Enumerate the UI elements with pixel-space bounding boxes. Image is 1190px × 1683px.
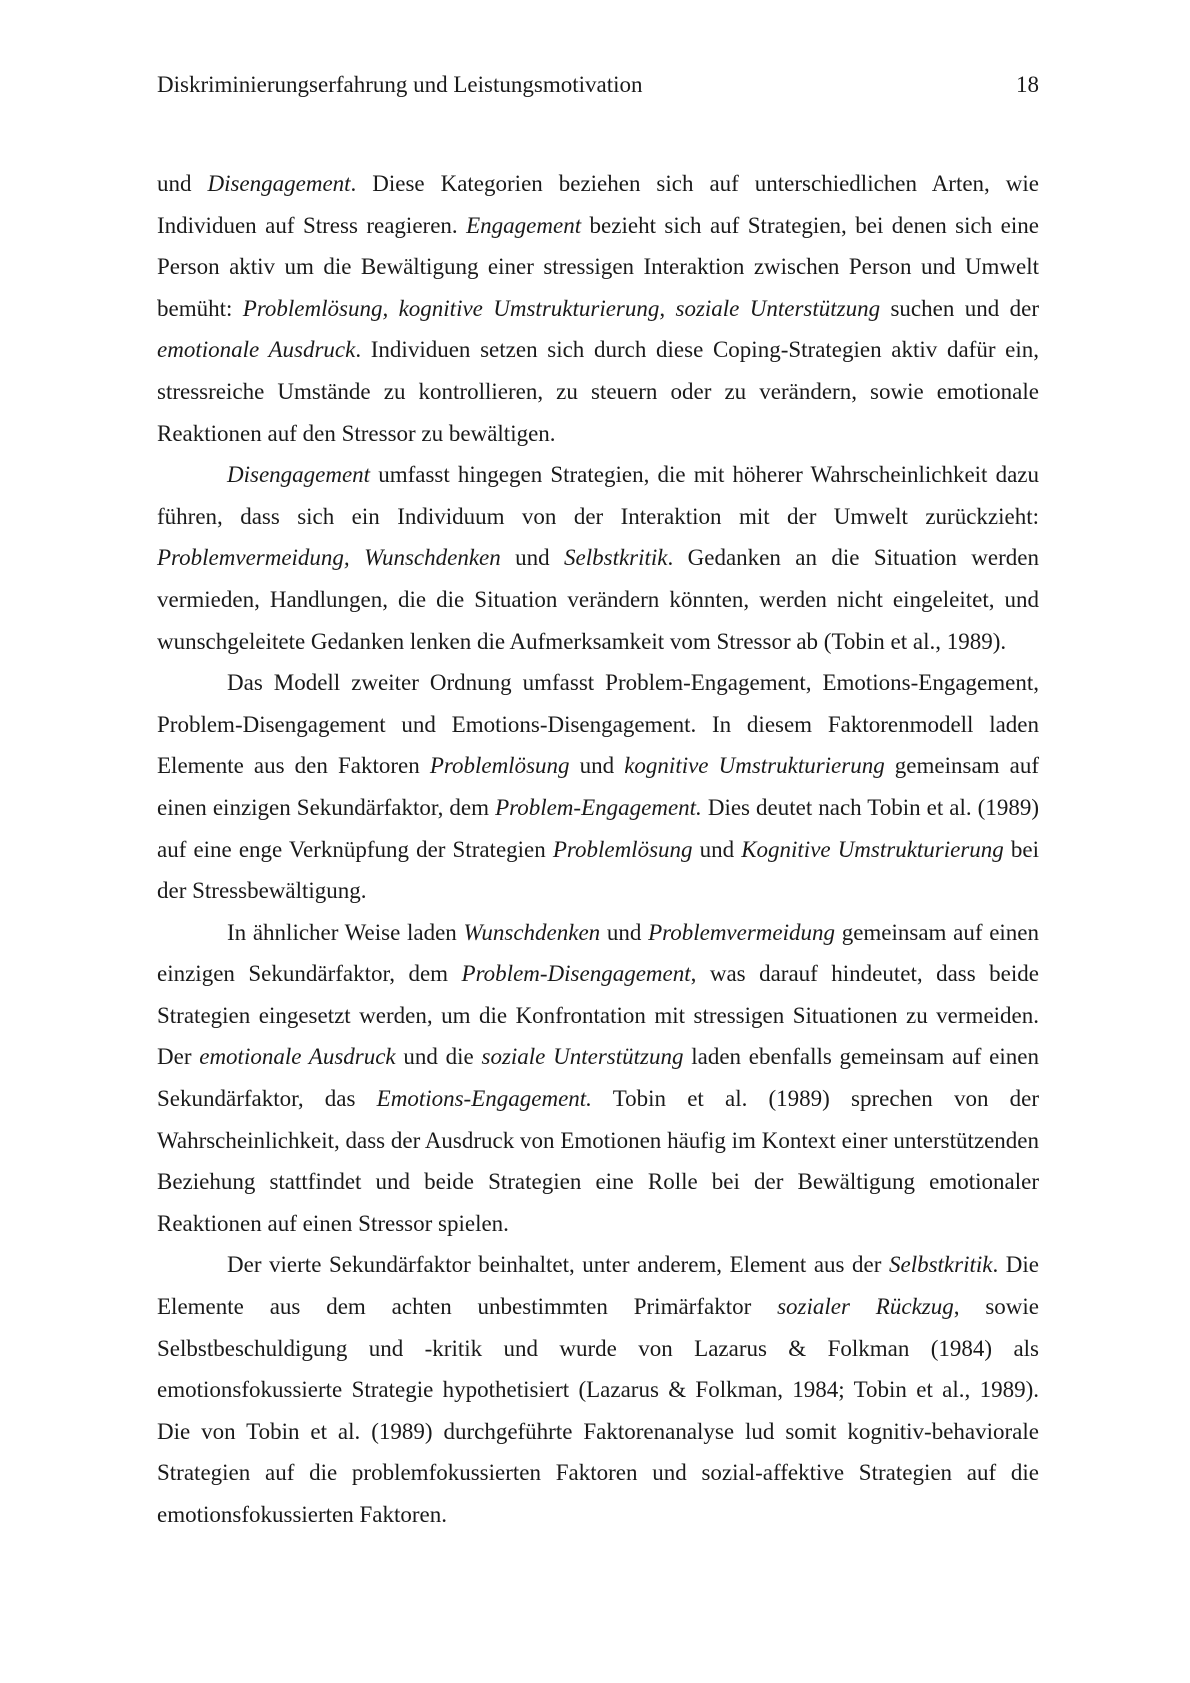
italic-term: sozialer Rückzug xyxy=(777,1294,954,1320)
italic-term: kognitive Umstrukturierung xyxy=(624,753,885,779)
paragraph-4 xyxy=(157,912,1039,1245)
text-run: und xyxy=(600,919,649,945)
italic-term: emotionale Ausdruck xyxy=(199,1044,396,1070)
text-run: , was darauf hindeutet, dass beide Strategien eingesetzt werden, um die Konfrontation mit stressigen Situationen zu vermeiden. Der xyxy=(157,961,1039,1070)
page-number: 18 xyxy=(1016,72,1039,97)
text-run: bei der Stressbewältigung. xyxy=(157,836,1039,904)
italic-term: Problemvermeidung, Wunschdenken xyxy=(157,545,501,571)
text-run: . Die Elemente aus dem achten unbestimmten Primärfaktor xyxy=(157,1252,1039,1320)
italic-term: Emotions-Engagement. xyxy=(376,1086,592,1112)
text-run: Das Modell zweiter Ordnung umfasst Problem-Engagement, Emotions-Engagement, Problem-Disengagement und Emotions-Disengagement. In diesem Faktorenmodell laden Elemente aus den Faktoren xyxy=(157,670,1039,779)
italic-term: Wunschdenken xyxy=(463,919,601,945)
italic-term: Disengagement xyxy=(227,462,371,488)
text-run: und xyxy=(692,836,742,862)
body-text xyxy=(157,163,1039,1536)
italic-term: Selbstkritik xyxy=(888,1252,993,1278)
italic-term: Disengagement xyxy=(207,171,351,196)
italic-term: Problemlösung, kognitive Umstrukturierung, soziale Unterstützung xyxy=(242,295,881,321)
italic-term: Engagement xyxy=(466,212,582,238)
paragraph-5 xyxy=(157,1244,1039,1535)
text-run: . Gedanken an die Situation werden vermieden, Handlungen, die die Situation verändern könnten, werden nicht eingeleitet, und wunschgeleitete Gedanken lenken die Aufmerksamkeit vom Stressor ab (Tobin et al., 1989). xyxy=(157,545,1039,654)
italic-term: Selbstkritik xyxy=(564,545,668,571)
text-run: und die xyxy=(395,1044,482,1070)
text-run: . Individuen setzen sich durch diese Coping-Strategien aktiv dafür ein, stressreiche Umstände zu kontrollieren, zu steuern oder zu verändern, sowie emotionale Reaktionen auf den Stressor zu bewältigen. xyxy=(157,337,1040,446)
italic-term: soziale Unterstützung xyxy=(481,1044,684,1070)
running-title: Diskriminierungserfahrung und Leistungsmotivation xyxy=(157,72,643,97)
text-run: Der vierte Sekundärfaktor beinhaltet, unter anderem, Element aus der xyxy=(227,1252,889,1278)
paragraph-2 xyxy=(157,454,1039,662)
italic-term: emotionale Ausdruck xyxy=(157,337,356,363)
paragraph-3 xyxy=(157,662,1039,912)
text-run: In ähnlicher Weise laden xyxy=(227,919,464,945)
italic-term: Problem-Engagement. xyxy=(495,794,702,820)
text-run: und xyxy=(157,171,208,196)
italic-term: Problemlösung xyxy=(429,753,570,779)
italic-term: Problemlösung xyxy=(552,836,693,862)
text-run: Dies deutet nach Tobin et al. (1989) auf eine enge Verknüpfung der Strategien xyxy=(157,794,1039,862)
text-run: , sowie Selbstbeschuldigung und -kritik und wurde von Lazarus & Folkman (1984) als emotionsfokussierte Strategie hypothetisiert (Lazarus & Folkman, 1984; Tobin et al., 1989). Die von Tobin et al. (1989) durchgeführte Faktorenanalyse lud somit kognitiv-behaviorale Strategien auf die problemfokussierten Faktoren und sozial-affektive Strategien auf die emotionsfokussierten Faktoren. xyxy=(157,1294,1040,1527)
text-run: bezieht sich auf Strategien, bei denen sich eine Person aktiv um die Bewältigung einer stressigen Interaktion zwischen Person und Umwelt bemüht: xyxy=(157,212,1039,321)
text-run: suchen und der xyxy=(880,295,1039,321)
italic-term: Kognitive Umstrukturierung xyxy=(741,836,1004,862)
italic-term: Problemvermeidung xyxy=(648,919,836,945)
text-run: . Diese Kategorien beziehen sich auf unterschiedlichen Arten, wie Individuen auf Stress reagieren. xyxy=(157,171,1039,238)
paragraph-1 xyxy=(157,163,1039,454)
text-run: laden ebenfalls gemeinsam auf einen Sekundärfaktor, das xyxy=(157,1044,1039,1112)
italic-term: Problem-Disengagement xyxy=(461,961,691,987)
text-run: Tobin et al. (1989) sprechen von der Wahrscheinlichkeit, dass der Ausdruck von Emotionen häufig im Kontext einer unterstützenden Beziehung stattfindet und beide Strategien eine Rolle bei der Bewältigung emotionaler Reaktionen auf einen Stressor spielen. xyxy=(157,1086,1039,1236)
text-run: gemeinsam auf einen einzigen Sekundärfaktor, dem xyxy=(157,919,1040,987)
text-run: umfasst hingegen Strategien, die mit höherer Wahrscheinlichkeit dazu führen, dass sich ein Individuum von der Interaktion mit der Umwelt zurückzieht: xyxy=(157,462,1039,529)
text-run: gemeinsam auf einen einzigen Sekundärfaktor, dem xyxy=(157,753,1040,820)
text-run: und xyxy=(500,545,565,571)
text-run: und xyxy=(569,753,625,779)
